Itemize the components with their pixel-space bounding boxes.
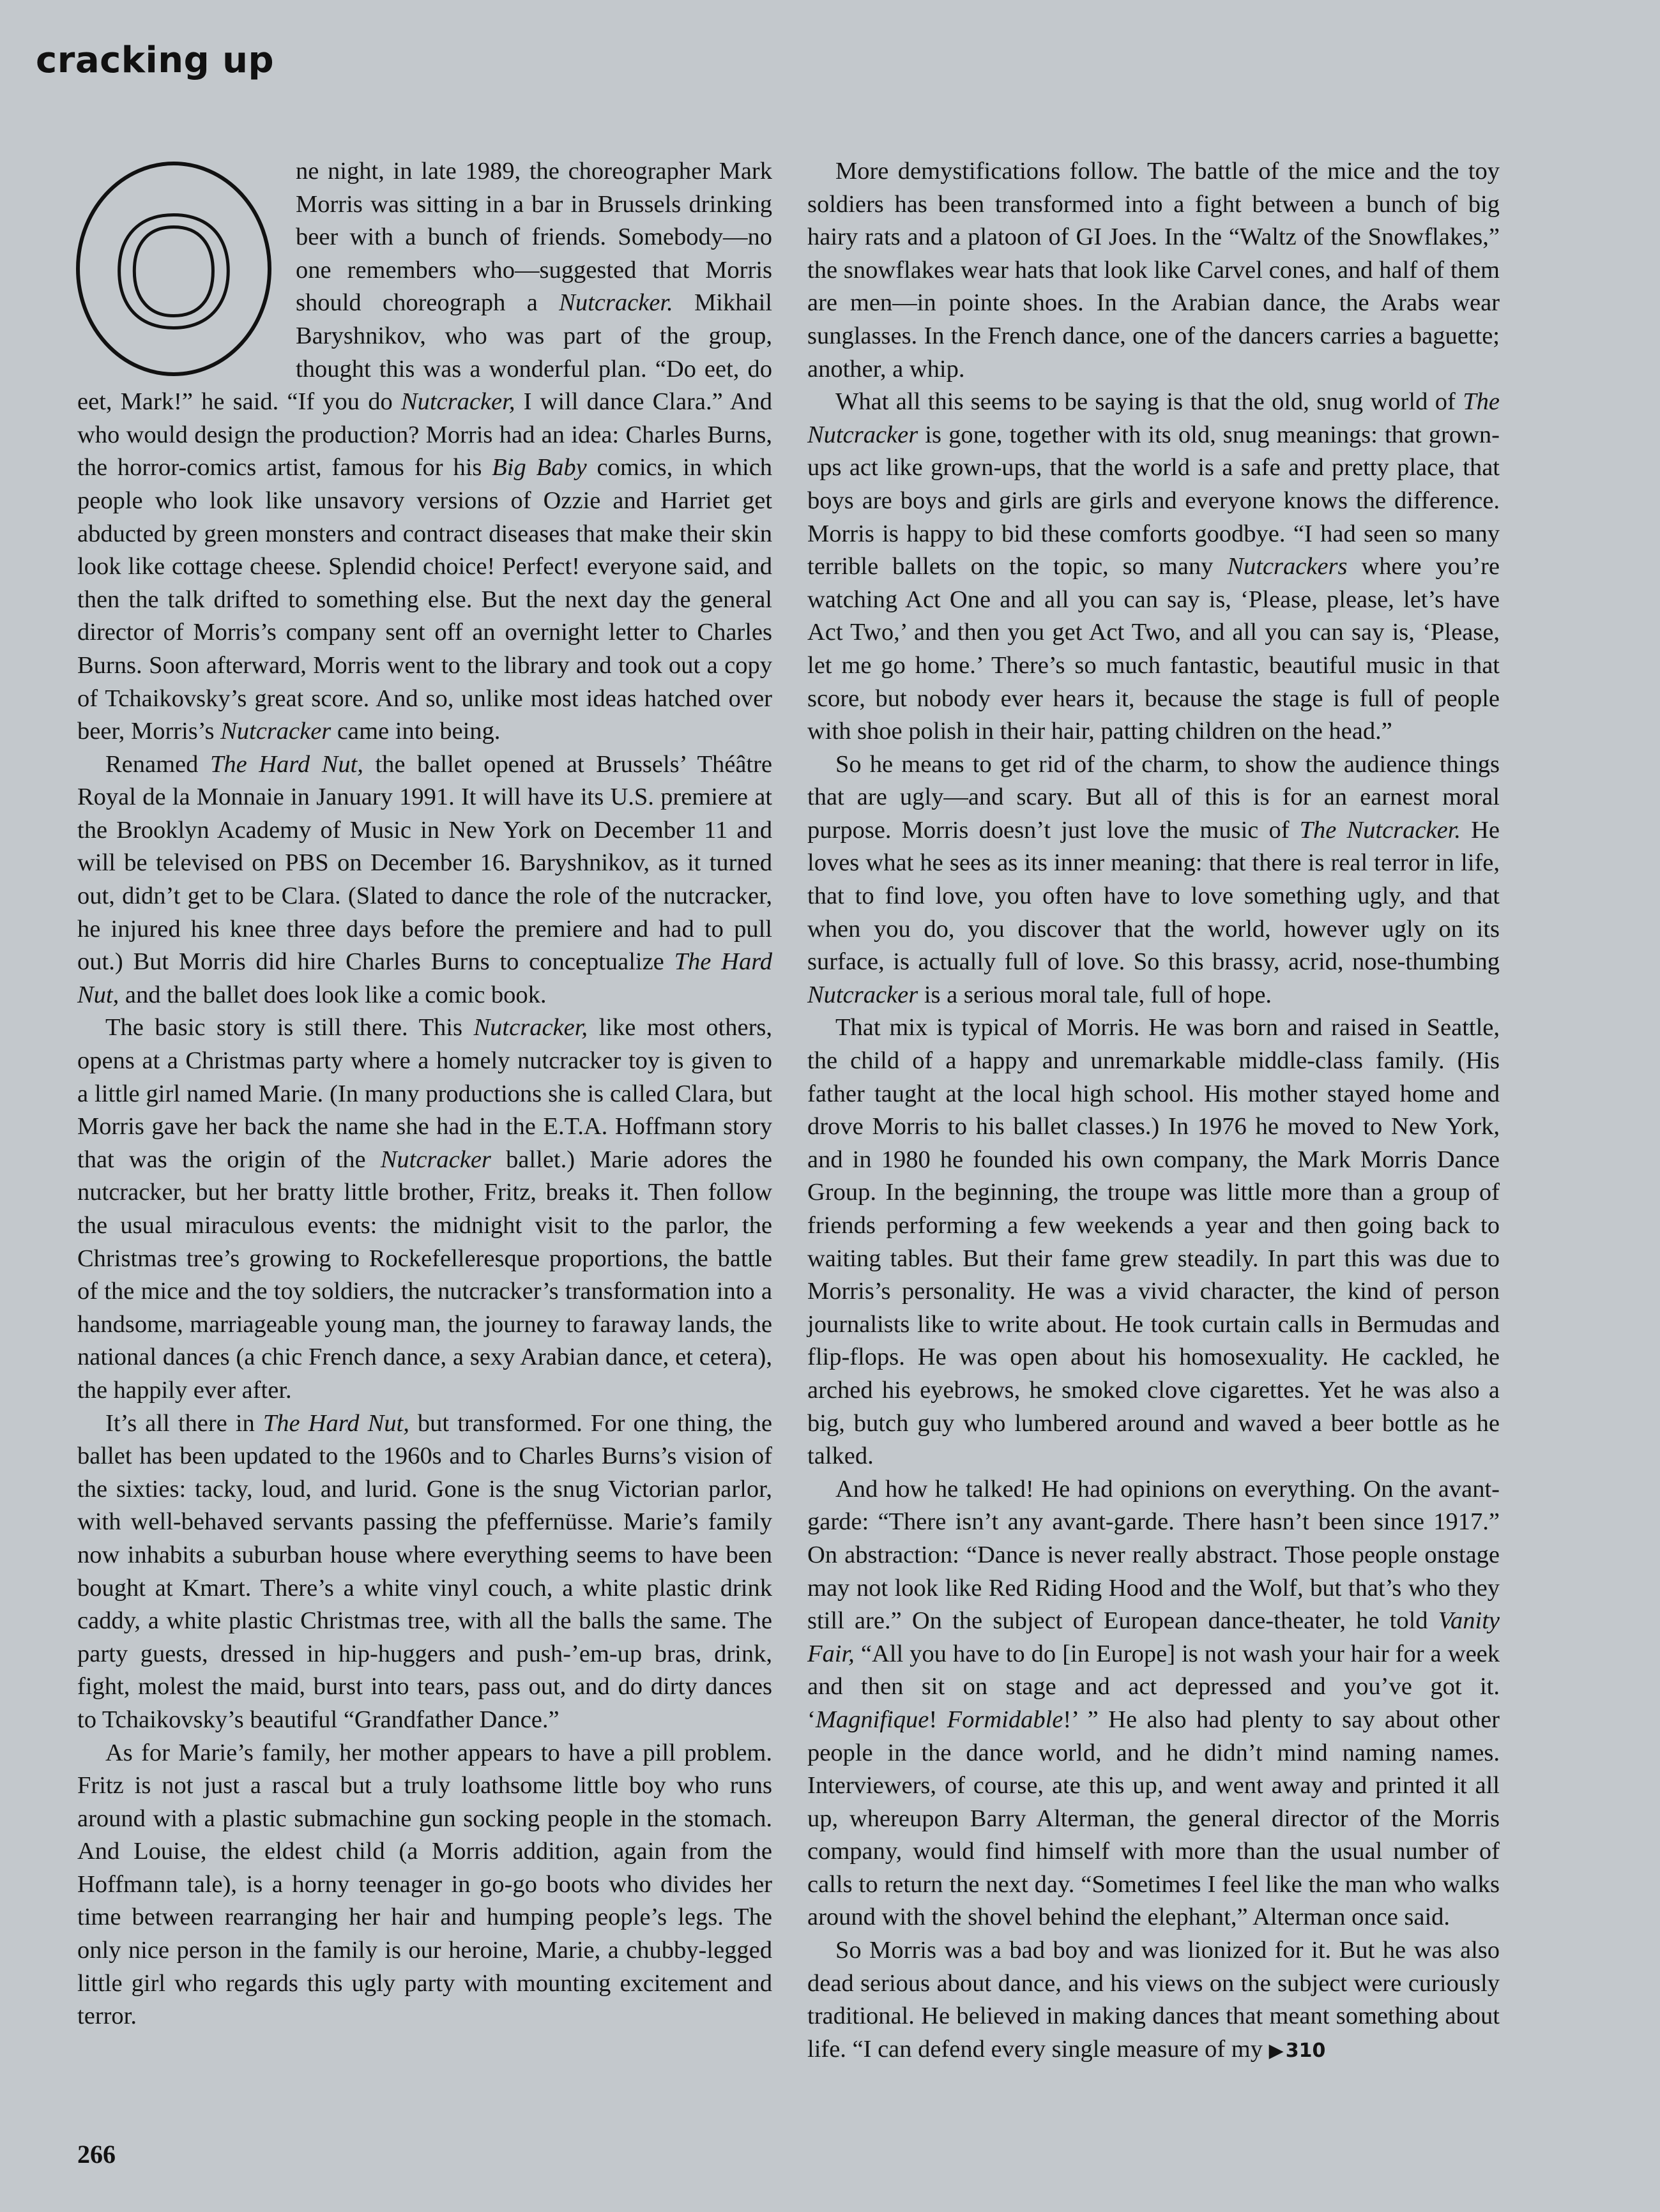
jump-arrow-icon: ▶ [1268, 2039, 1284, 2062]
paragraph-5: As for Marie’s family, her mother appears to have a pill problem. Fritz is not just a rascal but a truly loathsome little boy who runs around with a plastic submachine gun socking people in the stomach. And Louise, the eldest child (a Morris addition, again from the Hoffmann tale), is a horny teenager in go-go boots who divides her time between rearranging her hair and humping people’s legs. The only nice person in the family is our heroine, Marie, a chubby-legged little girl who regards this ugly party with mounting excitement and terror. [77, 1739, 772, 2030]
drop-cap-o-icon [68, 159, 284, 383]
paragraph-10: And how he talked! He had opinions on everything. On the avant-garde: “There isn’t any avant-garde. There hasn’t been since 1917.” On abstraction: “Dance is never really abstract. Those people onstage may not look like Red Riding Hood and the Wolf, but that’s who they still are.” On the subject of European dance-theater, he told Vanity Fair, “All you have to do [in Europe] is not wash your hair for a week and then sit on stage and act depressed and you’ve got it. ‘Magnifique! Formidable!’ ” He also had plenty to say about other people in the dance world, and he didn’t mind naming names. Interviewers, of course, ate this up, and went away and printed it all up, whereupon Barry Alterman, the general director of the Morris company, would find himself with more than the usual number of calls to return the next day. “Sometimes I feel like the man who walks around with the shovel behind the elephant,” Alterman once said. [807, 1475, 1500, 1931]
page-number: 266 [77, 2140, 116, 2169]
right-column [807, 155, 1500, 2067]
jump-page-number: 310 [1285, 2039, 1326, 2062]
paragraph-2: Renamed The Hard Nut, the ballet opened at Brussels’ Théâtre Royal de la Monnaie in January 1991. It will have its U.S. premiere at the Brooklyn Academy of Music in New York on December 11 and will be televised on PBS on December 16. Baryshnikov, as it turned out, didn’t get to be Clara. (Slated to dance the role of the nutcracker, he injured his knee three days before the premiere and had to pull out.) But Morris did hire Charles Burns to conceptualize The Hard Nut, and the ballet does look like a comic book. [77, 750, 773, 1008]
section-header: cracking up [36, 40, 275, 81]
paragraph-6: More demystifications follow. The battle of the mice and the toy soldiers has been transformed into a fight between a bunch of big hairy rats and a platoon of GI Joes. In the “Waltz of the Snowflakes,” the snowflakes wear hats that look like Carvel cones, and half of them are men—in pointe shoes. In the Arabian dance, the Arabs wear sunglasses. In the French dance, one of the dancers carries a baguette; another, a whip. [807, 158, 1500, 383]
paragraph-7: What all this seems to be saying is that the old, snug world of The Nutcracker is gone, together with its old, snug meanings: that grown-ups act like grown-ups, that the world is a safe and pretty place, that boys are boys and girls are girls and everyone knows the difference. Morris is happy to bid these comforts goodbye. “I had seen so many terrible ballets on the topic, so many Nutcrackers where you’re watching Act One and all you can say is, ‘Please, please, let’s have Act Two,’ and then you get Act Two, and all you can say is, ‘Please, let me go home.’ There’s so much fantastic, beautiful music in that score, but nobody ever hears it, because the stage is full of people with shoe polish in their hair, patting children on the head.” [807, 388, 1500, 745]
paragraph-3: The basic story is still there. This Nutcracker, like most others, opens at a Christmas party where a homely nutcracker toy is given to a little girl named Marie. (In many productions she is called Clara, but Morris gave her back the name she had in the E.T.A. Hoffmann story that was the origin of the Nutcracker ballet.) Marie adores the nutcracker, but her bratty little brother, Fritz, breaks it. Then follow the usual miraculous events: the midnight visit to the parlor, the Christmas tree’s growing to Rockefelleresque proportions, the battle of the mice and the toy soldiers, the nutcracker’s transformation into a handsome, marriageable young man, the journey to faraway lands, the national dances (a chic French dance, a sexy Arabian dance, et cetera), the happily ever after. [77, 1014, 772, 1404]
continued-jump [1269, 2040, 1326, 2062]
paragraph-4: It’s all there in The Hard Nut, but transformed. For one thing, the ballet has been updated to the 1960s and to Charles Burns’s vision of the sixties: tacky, loud, and lurid. Gone is the snug Victorian parlor, with well-behaved servants passing the pfeffernüsse. Marie’s family now inhabits a suburban house where everything seems to have been bought at Kmart. There’s a white vinyl couch, a white plastic drink caddy, a white plastic Christmas tree, with all the balls the same. The party guests, dressed in hip-huggers and push-’em-up bras, drink, fight, molest the maid, burst into tears, pass out, and do dirty dances to Tchaikovsky’s beautiful “Grandfather Dance.” [77, 1409, 772, 1733]
paragraph-11: So Morris was a bad boy and was lionized for it. But he was also dead serious about dance, and his views on the subject were curiously traditional. He believed in making dances that meant something about life. “I can defend every single measure of my ▶ 310 [807, 1937, 1500, 2063]
paragraph-9: That mix is typical of Morris. He was born and raised in Seattle, the child of a happy and unremarkable middle-class family. (His father taught at the local high school. His mother stayed home and drove Morris to his ballet classes.) In 1976 he moved to New York, and in 1980 he founded his own company, the Mark Morris Dance Group. In the beginning, the troupe was little more than a group of friends performing a few weekends a year and then going back to waiting tables. But their fame grew steadily. In part this was due to Morris’s personality. He was a vivid character, the kind of person journalists like to write about. He took curtain calls in Bermudas and flip-flops. He was open about his homosexuality. He cackled, he arched his eyebrows, he smoked clove cigarettes. Yet he was also a big, butch guy who lumbered around and waved a beer bottle as he talked. [807, 1014, 1500, 1470]
paragraph-8: So he means to get rid of the charm, to show the audience things that are ugly—and scary. But all of this is for an earnest moral purpose. Morris doesn’t just love the music of The Nutcracker. He loves what he sees as its inner meaning: that there is real terror in life, that to find love, you often have to love something ugly, and that when you do, you discover that the world, however ugly on its surface, is actually full of love. So this brassy, acrid, nose-thumbing Nutcracker is a serious moral tale, full of hope. [807, 750, 1500, 1008]
left-column [77, 155, 772, 2033]
svg-text:O: O [111, 182, 236, 360]
drop-cap [68, 159, 284, 383]
paragraph-1: O ne night, in late 1989, the choreographer Mark Morris was sitting in a bar in Brussels drinking beer with a bunch of friends. Somebody—no one remembers who—suggested that Morris should choreograph a Nutcracker. Mikhail Baryshnikov, who was part of the group, thought this was a wonderful plan. “Do eet, do eet, Mark!” he said. “If you do Nutcracker, I will dance Clara.” And who would design the production? Morris had an idea: Charles Burns, the horror-comics artist, famous for his Big Baby comics, in which people who look like unsavory versions of Ozzie and Harriet get abducted by green monsters and contract diseases that make their skin look like cottage cheese. Splendid choice! Perfect! everyone said, and then the talk drifted to something else. But the next day the general director of Morris’s company sent off an overnight letter to Charles Burns. Soon afterward, Morris went to the library and took out a copy of Tchaikovsky’s great score. And so, unlike most ideas hatched over beer, Morris’s Nutcracker came into being. [77, 155, 772, 748]
